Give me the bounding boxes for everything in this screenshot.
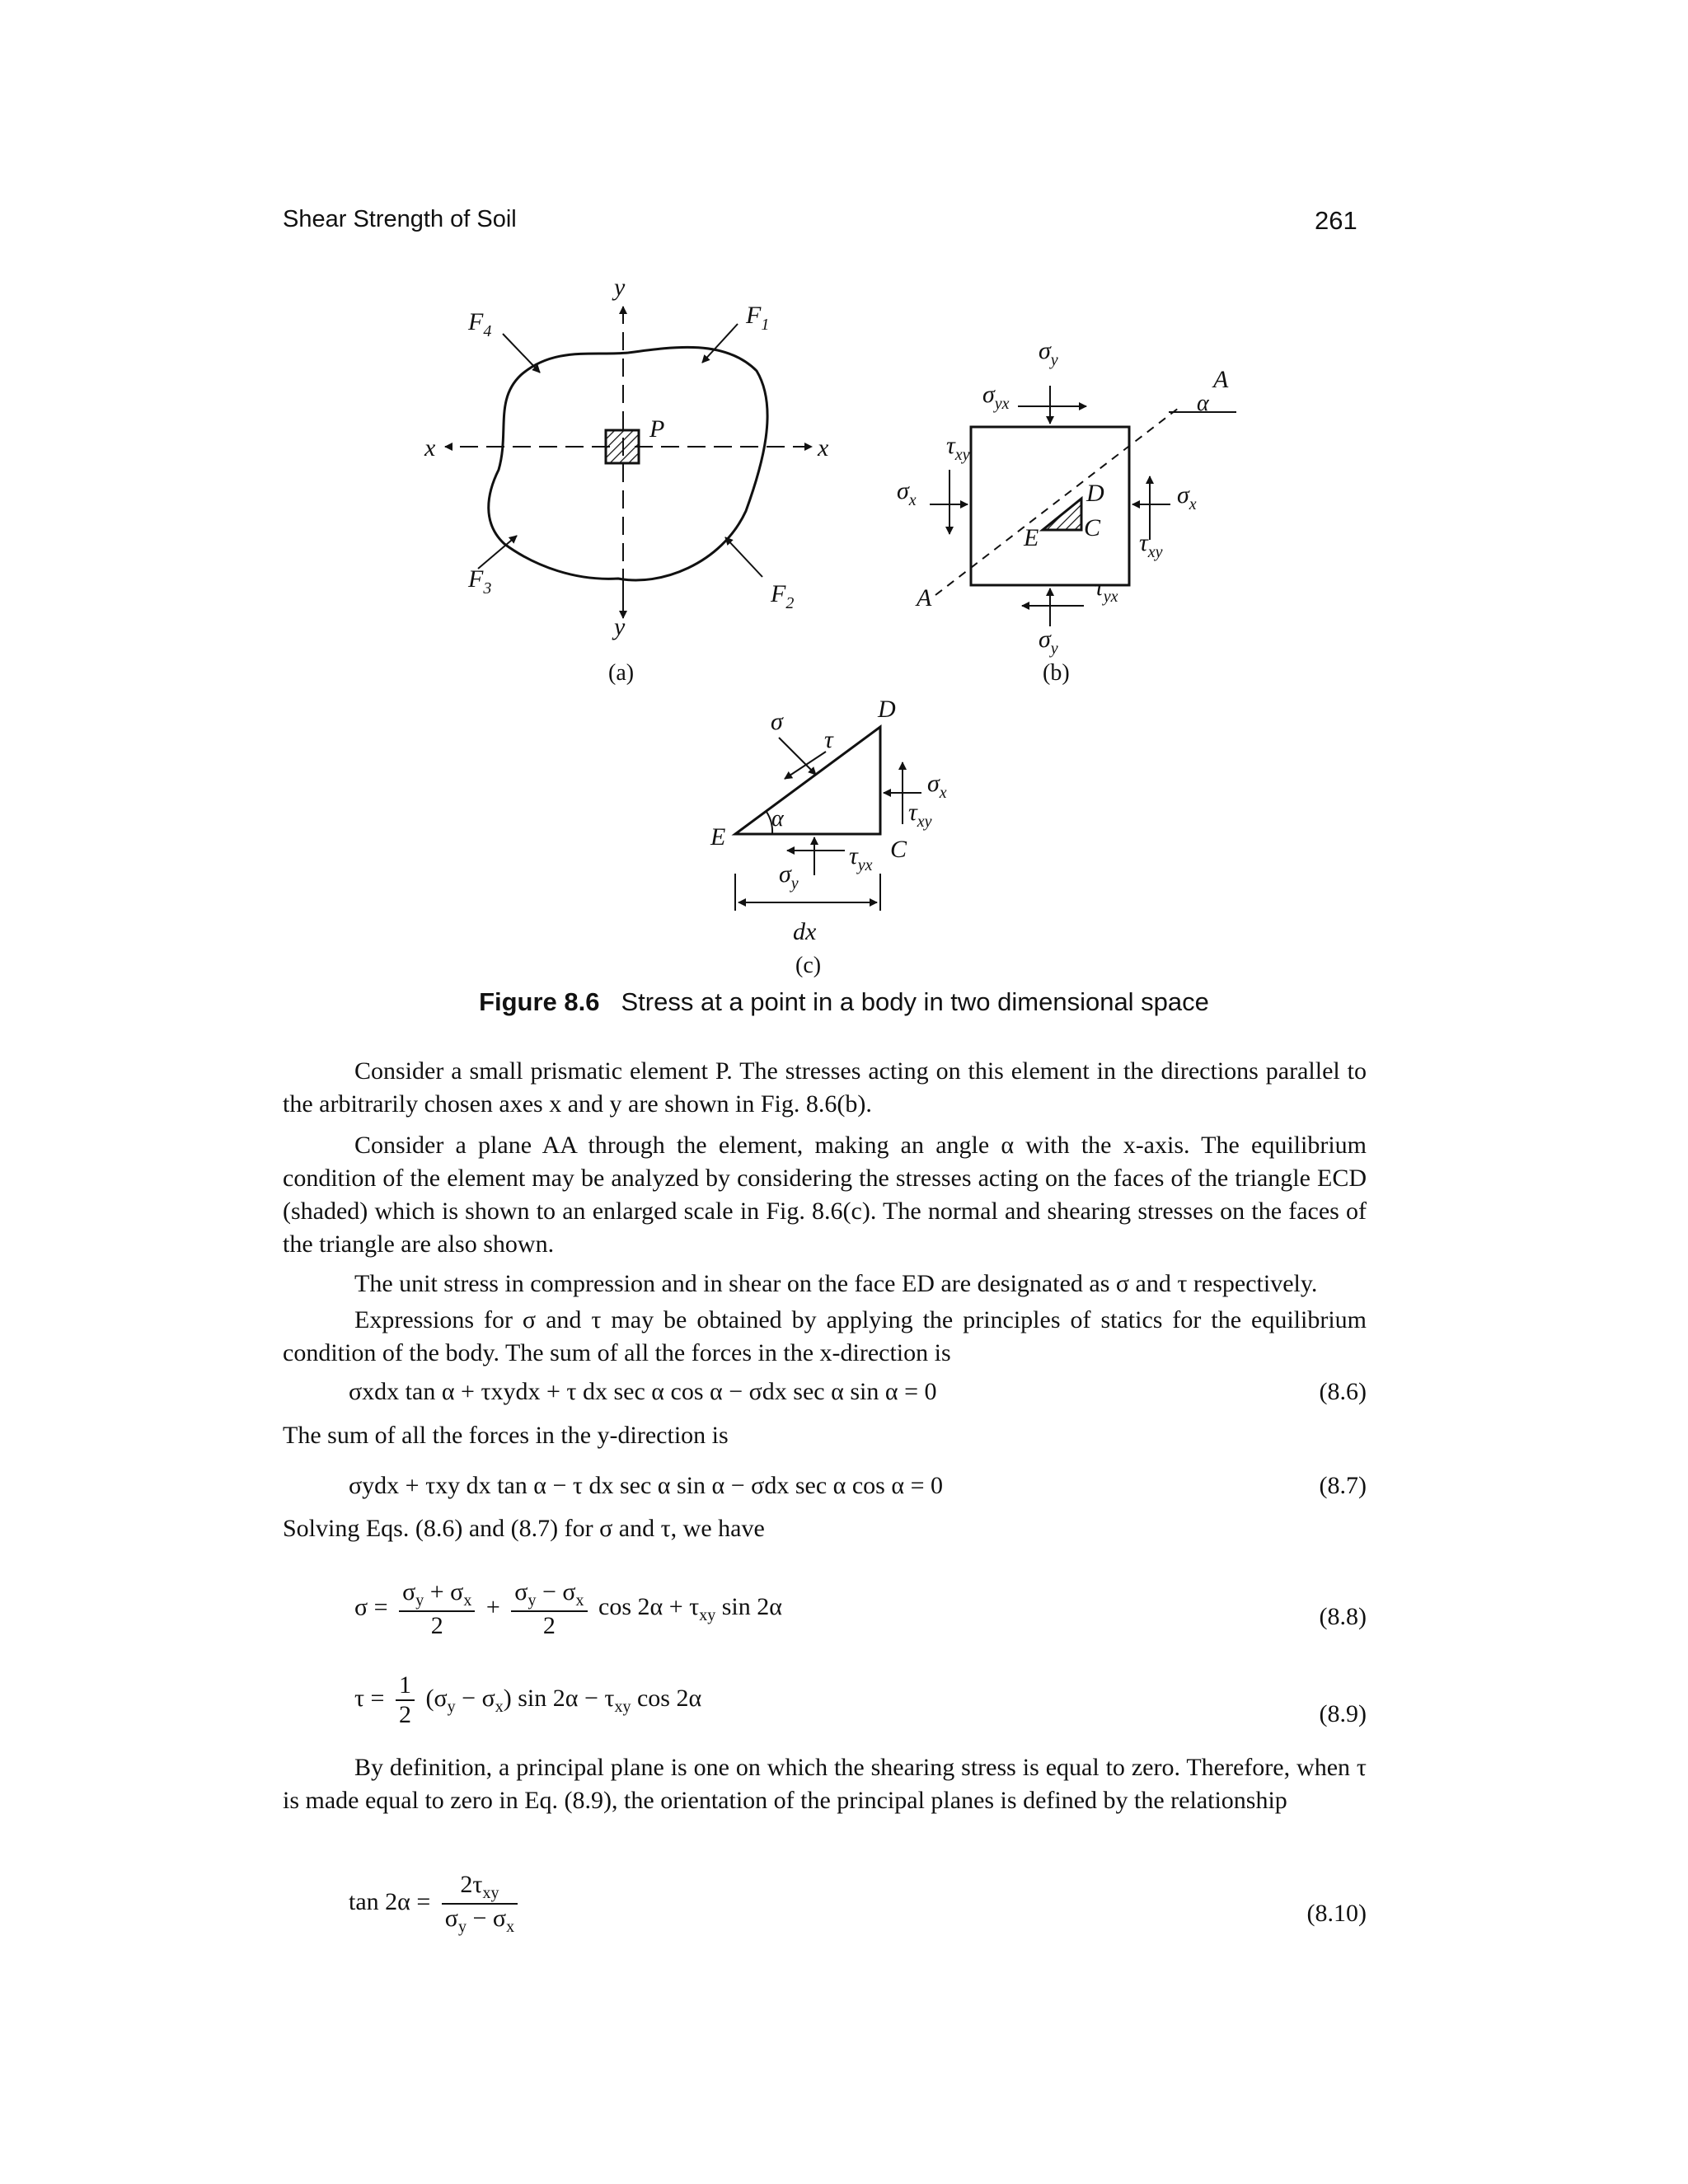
label-tau-yx-bottom: $\tau_{yx}$ <box>1095 574 1118 606</box>
equation-8-10-body: tan 2α = $\frac{2\tau_{xy}}{\sigma_y - \sigma_x}$ <box>349 1871 523 1937</box>
force-arrow-f4 <box>503 334 540 373</box>
label-tau-xy-right: $\tau_{xy}$ <box>1139 529 1163 561</box>
label-d-c: D <box>878 696 896 723</box>
paragraph-5-text: By definition, a principal plane is one on which the shearing stress is equal to zero. Therefore, when τ is made equal to zero in Eq. (8.9), the orientation of the principal planes is defined by the relationship <box>283 1754 1367 1814</box>
label-c: C <box>1084 514 1101 541</box>
equation-8-6 <box>283 1378 1367 1411</box>
label-tau-yx-c: $\tau_{yx}$ <box>849 842 873 874</box>
stress-element <box>971 427 1129 585</box>
paragraph-4-text: Expressions for σ and τ may be obtained by applying the principles of statics for the equilibrium condition of the body. The sum of all the forces in the x-direction is <box>283 1306 1367 1366</box>
caption-c: (c) <box>795 953 822 978</box>
equation-8-10 <box>283 1871 1367 1953</box>
equation-8-7-number: (8.7) <box>1319 1472 1367 1499</box>
label-sigma-y-top: $\sigma_y$ <box>1039 337 1058 369</box>
label-sigma-yx: $\sigma_{yx}$ <box>982 381 1010 413</box>
equation-8-9-body: τ = $\frac{1}{2}$ $(\sigma_y - \sigma_x)$ $\sin 2\alpha - \tau_{xy}$ cos 2α <box>354 1671 702 1728</box>
label-p: P <box>649 415 665 443</box>
label-sigma-y-c: $\sigma_y$ <box>779 860 799 893</box>
equation-8-9 <box>283 1671 1367 1746</box>
triangle-ecd <box>1043 499 1081 530</box>
label-f2: $F_2$ <box>771 580 795 612</box>
arrow-sigma <box>779 738 816 775</box>
figure-caption <box>0 987 1688 1017</box>
paragraph-1 <box>283 1055 1367 1121</box>
paragraph-3-text: The unit stress in compression and in shear on the face ED are designated as σ and τ respectively. <box>354 1270 1318 1297</box>
equation-8-6-body: σxdx tan α + τxydx + τ dx sec α cos α − σdx sec α sin α = 0 <box>349 1378 937 1405</box>
equation-8-10-number: (8.10) <box>1306 1900 1367 1927</box>
label-sigma-y-bottom: $\sigma_y$ <box>1039 626 1058 658</box>
force-arrow-f2 <box>725 537 762 577</box>
page-number: 261 <box>1315 206 1357 235</box>
running-title: Shear Strength of Soil <box>283 206 517 232</box>
label-d: D <box>1086 480 1104 507</box>
equation-8-8 <box>283 1578 1367 1657</box>
label-x-right: x <box>818 434 829 462</box>
label-f1: $F_1$ <box>746 302 770 334</box>
label-f4: $F_4$ <box>468 308 492 340</box>
equation-8-6-number: (8.6) <box>1319 1378 1367 1405</box>
label-f3: $F_3$ <box>468 565 492 598</box>
label-e-c: E <box>710 823 726 851</box>
paragraph-5 <box>283 1751 1367 1817</box>
label-x-left: x <box>424 434 436 462</box>
paragraph-4 <box>283 1304 1367 1370</box>
label-angle-alpha: α <box>1197 391 1209 416</box>
label-sigma-x-right: $\sigma_x$ <box>1177 481 1197 513</box>
equation-8-7 <box>283 1472 1367 1505</box>
figure-caption-text: Stress at a point in a body in two dimensional space <box>621 987 1209 1016</box>
caption-a: (a) <box>608 660 635 686</box>
equation-8-8-body: σ = $\frac{\sigma_y + \sigma_x}{2}$ + $\frac{\sigma_y - \sigma_x}{2}$ $\cos 2\alpha + \tau_{xy}$ sin 2α <box>354 1578 782 1639</box>
arrow-tau <box>785 752 826 779</box>
label-c-c: C <box>890 836 907 863</box>
label-y-top: y <box>614 274 626 301</box>
paragraph-2 <box>283 1129 1367 1261</box>
triangle-ecd-enlarged <box>735 727 880 834</box>
label-tau-xy-left: $\tau_{xy}$ <box>946 432 970 464</box>
caption-b: (b) <box>1043 660 1070 686</box>
label-tau-xy-c: $\tau_{xy}$ <box>908 799 932 831</box>
force-arrow-f1 <box>702 324 738 363</box>
label-alpha-c: α <box>771 806 784 832</box>
paragraph-2-text: Consider a plane AA through the element, making an angle α with the x-axis. The equilibrium condition of the element may be analyzed by considering the stresses acting on the faces of the triangle ECD (shaded) which is shown to an enlarged scale in Fig. 8.6(c). The normal and shearing stresses on the faces of the triangle are also shown. <box>283 1132 1367 1258</box>
label-e: E <box>1024 524 1039 551</box>
label-plane-a-bottom: A <box>917 584 932 612</box>
label-y-bottom: y <box>614 613 626 640</box>
equation-8-7-body: σydx + τxy dx tan α − τ dx sec α sin α − σdx sec α cos α = 0 <box>349 1472 943 1499</box>
panel-c <box>710 696 947 978</box>
solving-sentence: Solving Eqs. (8.6) and (8.7) for σ and τ, we have <box>283 1515 765 1542</box>
paragraph-1-text: Consider a small prismatic element P. The stresses acting on this element in the directions parallel to the arbitrarily chosen axes x and y are shown in Fig. 8.6(b). <box>283 1057 1367 1118</box>
figure-8-6 <box>0 0 1688 981</box>
label-sigma-x-c: $\sigma_x$ <box>927 770 947 802</box>
paragraph-3 <box>283 1268 1367 1301</box>
label-plane-a-top: A <box>1213 366 1229 393</box>
label-sigma-c: σ <box>771 708 783 735</box>
panel-a <box>424 274 829 686</box>
element-p <box>606 430 639 463</box>
equation-8-9-number: (8.9) <box>1319 1700 1367 1727</box>
label-dx: dx <box>793 918 817 945</box>
force-arrow-f3 <box>478 536 517 569</box>
sum-y-sentence: The sum of all the forces in the y-direction is <box>283 1422 729 1449</box>
label-sigma-x-left: $\sigma_x$ <box>897 477 917 509</box>
panel-b <box>897 337 1236 686</box>
label-tau-c: τ <box>824 726 833 753</box>
figure-caption-label: Figure 8.6 <box>479 987 600 1016</box>
equation-8-8-number: (8.8) <box>1319 1603 1367 1630</box>
